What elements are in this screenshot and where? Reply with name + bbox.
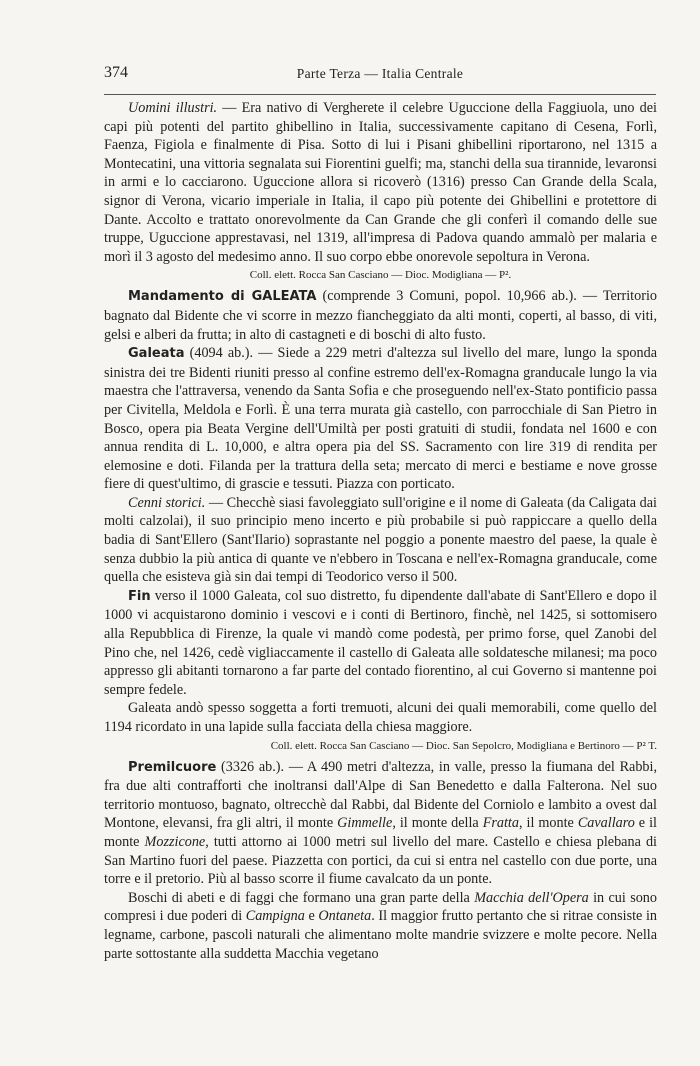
paragraph-uomini-illustri [104,99,657,266]
place-name: Ontaneta [318,908,372,925]
paragraph-galeata [104,344,657,494]
paragraph-text: , tutti attorno ai 1000 metri sul livello del mare. Castello e chiesa plebana di San Martino fuori del paese. Piazzetta con portici, da cui si entra nel castello con due porte, una torre e il pretorio. Più al basso scorre il fiume cavalcato da un ponte. [104,833,657,888]
paragraph-text: in cui sono compresi i due poderi di [104,889,657,925]
page-header [104,64,656,86]
page-number: 374 [104,64,128,81]
paragraph-cenni-storici [104,494,657,587]
section-heading: Fin [128,588,151,604]
paragraph-text: . Il maggior frutto pertanto che si ritrae consiste in legname, carbone, pascoli naturali che alimentano molte mandrie svizzere e molte pecore. Nella parte sottostante alla suddetta Macchia vegetano [104,908,657,962]
place-name: Macchia dell'Opera [474,889,589,906]
paragraph-text: — Era nativo di Vergherete il celebre Uguccione della Faggiuola, uno dei capi più potenti del partito ghibellino in Italia, successivamente capitano di Cesena, Forlì, Faenza, Figiola e finalmente di Pisa. Sotto di lui i Pisani ghibellini riportarono, nel 1315 a Montecatini, una vittoria segnalata sui Fiorentini guelfi; ma, stanchi della sua tirannide, levaronsi in armi e lo cacciarono. Uguccione allora si ricoverò (1316) presso Can Grande della Scala, signor di Verona, vicario imperiale in Italia, il capo più potente dei Ghibellini e protettore di Dante. Accolto e trattato onorevolmente da Can Grande che gli conferì il comando delle sue truppe, Uguccione apprestavasi, nel 1319, all'impresa di Padova quando ammalò per malaria e morì il 3 agosto del medesimo anno. Il suo corpo ebbe onorevole sepoltura in Verona. [104,100,657,265]
paragraph-premilcuore [104,758,657,889]
place-name: Cavallaro [577,815,635,832]
place-name: Fratta [482,815,519,832]
section-heading: Premilcuore [128,759,217,775]
collegio-note: Coll. elett. Rocca San Casciano — Dioc. Modigliana — P². [249,269,512,282]
paragraph-text: e [304,908,319,925]
paragraph-text: , il monte [518,815,578,832]
paragraph-text: (4094 ab.). — Siede a 229 metri d'altezza sul livello del mare, lungo la sponda sinistra dei tre Bidenti riuniti presso al confine estremo dell'ex-Romagna granducale lungo la via maestra che l'attraversa, venendo da Santa Sofia e che proseguendo nell'ex-Stato pontificio passa per Civitella, Meldola e Forlì. È una terra murata già castello, con parrocchiale di San Pietro in Bosco, opera pia Beata Vergine dell'Umiltà per posti gratuiti di studii, fondata nel 1600 e con annua rendita di L. 10,000, e altra opera pia del SS. Sacramento con lire 319 di rendita per elemosine e doti. Filanda per la trattura della seta; mercato di merci e bestiame e nove grosse fiere di quest'ultimo, di grascie e tessuti. Piazza con porticato. [104,345,657,493]
paragraph-tremuoti: Galeata andò spesso soggetta a forti tremuoti, alcuni dei quali memorabili, come quello del 1194 ricordato in una lapide sulla facciata della chiesa maggiore. [104,700,657,735]
paragraph-mandamento [104,287,657,344]
section-heading: Cenni storici. [128,494,206,511]
paragraph-text: e il monte [104,815,657,850]
section-heading: Galeata [128,346,185,362]
body-text [104,99,657,963]
paragraph-text: , il monte della [392,815,483,832]
paragraph-fin-verso [104,587,657,700]
place-name: Campigna [245,908,305,925]
place-name: Mozzicone [144,833,206,850]
paragraph-text: Boschi di abeti e di faggi che formano una gran parte della [128,889,475,906]
header-rule [104,94,656,95]
section-heading: Mandamento di GALEATA [128,289,317,305]
place-name: Gimmelle [337,815,393,832]
running-title: Parte Terza — Italia Centrale [296,66,464,81]
paragraph-boschi [104,889,657,963]
paragraph-text: (3326 ab.). — A 490 metri d'altezza, in valle, presso la fiumana del Rabbi, fra due alti contrafforti che inoltransi dall'Alpe di San Benedetto e dalla Falterona. Nel suo territorio montuoso, bagnato, oltrecchè dal Rabbi, dal Bidente del Corniolo e lambito a ovest dal Montone, elevansi, fra gli altri, il monte [104,758,657,832]
paragraph-text: — Checchè siasi favoleggiato sull'origine e il nome di Galeata (da Caligata dai molti calzolai), il suo principio meno incerto e più probabile si può rappiccare a quello della badia di Sant'Ellero (Sant'Ilario) soprastante nel poggio a ponente maestro del paese, la quale è senza dubbio la più antica di quante ve n'ebbero in Toscana e nell'ex-Romagna granducale, come quella che esisteva già sin dai tempi di Teodorico verso il 500. [104,494,657,586]
paragraph-text: verso il 1000 Galeata, col suo distretto, fu dipendente dall'abate di Sant'Ellero e dopo il 1000 vi acquistarono dominio i vescovi e i conti di Bertinoro, finchè, nel 1425, si sottomisero alla Repubblica di Firenze, la quale vi mandò come podestà, per primo forse, quel Zanobi del Pino che, nel 1426, cedè vigliaccamente il castello di Galeata alle soldatesche milanesi; ma poco appresso gli abitanti tornarono a far parte del contado fiorentino, al cui Governo si mantenne poi sempre fedele. [104,587,657,698]
paragraph-text: (comprende 3 Comuni, popol. 10,966 ab.). — Territorio bagnato dal Bidente che vi scorre in mezzo fiancheggiato da alti monti, coperti, al basso, di viti, gelsi e alberi da frutta; in alto di castagneti e di boschi di alto fusto. [104,288,657,343]
collegio-note: Coll. elett. Rocca San Casciano — Dioc. San Sepolcro, Modigliana e Bertinoro — P² T. [270,739,657,752]
section-heading: Uomini illustri. [128,100,218,116]
